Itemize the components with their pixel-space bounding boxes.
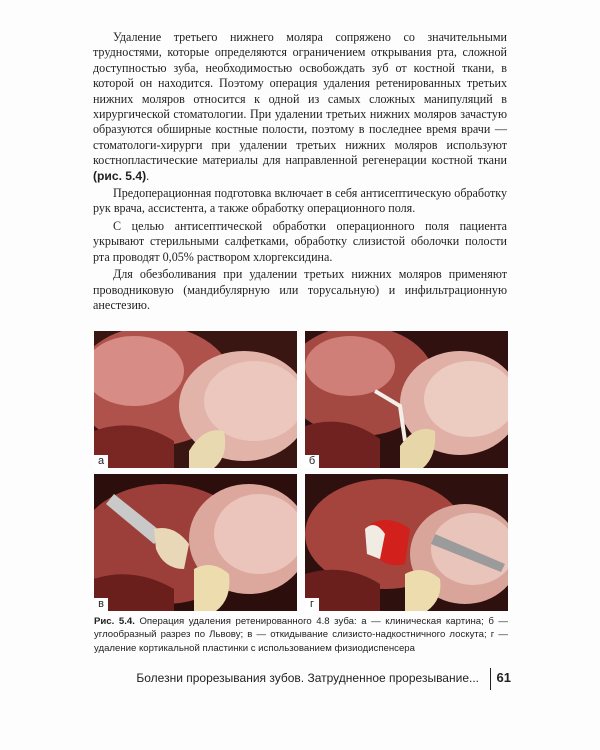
paragraph-4: Для обезболивания при удалении третьих нижних моляров применяют проводниковую (мандибулярную или торусальную) и инфильтрационную анестезию. [93,267,507,312]
figure-photo-a [94,331,297,468]
figure-photo-c [94,474,297,611]
oral-photo-d-image [305,474,508,611]
figure-photo-b [305,331,508,468]
oral-photo-c-image [94,474,297,611]
oral-photo-a-image [94,331,297,468]
body-text [93,30,507,315]
figure-photo-d [305,474,508,611]
paragraph-1 [93,30,507,184]
oral-photo-b-image [305,331,508,468]
paragraph-1-tail: . [146,168,150,183]
figure-caption [94,615,508,655]
photo-label-a: а [94,455,108,468]
figure-caption-text: Операция удаления ретенированного 4.8 зуба: а — клиническая картина; б — углообразный разрез по Львову; в — откидывание слизисто-надкостничного лоскута; г — удаление кортикальной пластинки с использованием физиодиспенсера [94,616,508,654]
running-title: Болезни прорезывания зубов. Затрудненное прорезывание... [136,671,479,685]
paragraph-2: Предоперационная подготовка включает в себя антисептическую обработку рук врача, ассистента, а также обработку операционного поля. [93,186,507,216]
photo-label-d: г [305,598,319,611]
photo-label-b: б [305,455,319,468]
figure-caption-label: Рис. 5.4. [94,616,135,627]
figure-reference: (рис. 5.4) [93,168,147,183]
photo-label-c: в [94,598,108,611]
page-number: 61 [496,670,511,685]
footer-divider [490,668,491,690]
paragraph-3: С целью антисептической обработки операционного поля пациента укрывают стерильными салфетками, обработку слизистой оболочки полости рта проводят 0,05% раствором хлоргексидина. [93,218,507,264]
paragraph-1-text: Удаление третьего нижнего моляра сопряжено со значительными трудностями, которые определяются ограничением открывания рта, сложной доступностью зуба, необходимостью освобождать зуб от костной ткани, в которой он находится. Поэтому операция удаления ретенированных третьих нижних моляров относится к одной из самых сложных манипуляций в хирургической стоматологии. При удалении третьих нижних моляров зачастую образуются обширные костные полости, поэтому в последнее время врачи — стоматологи-хирурги при удалении третьих нижних моляров используют костнопластические материалы для направленной регенерации костной ткани [93,30,507,168]
page-footer [93,668,513,690]
